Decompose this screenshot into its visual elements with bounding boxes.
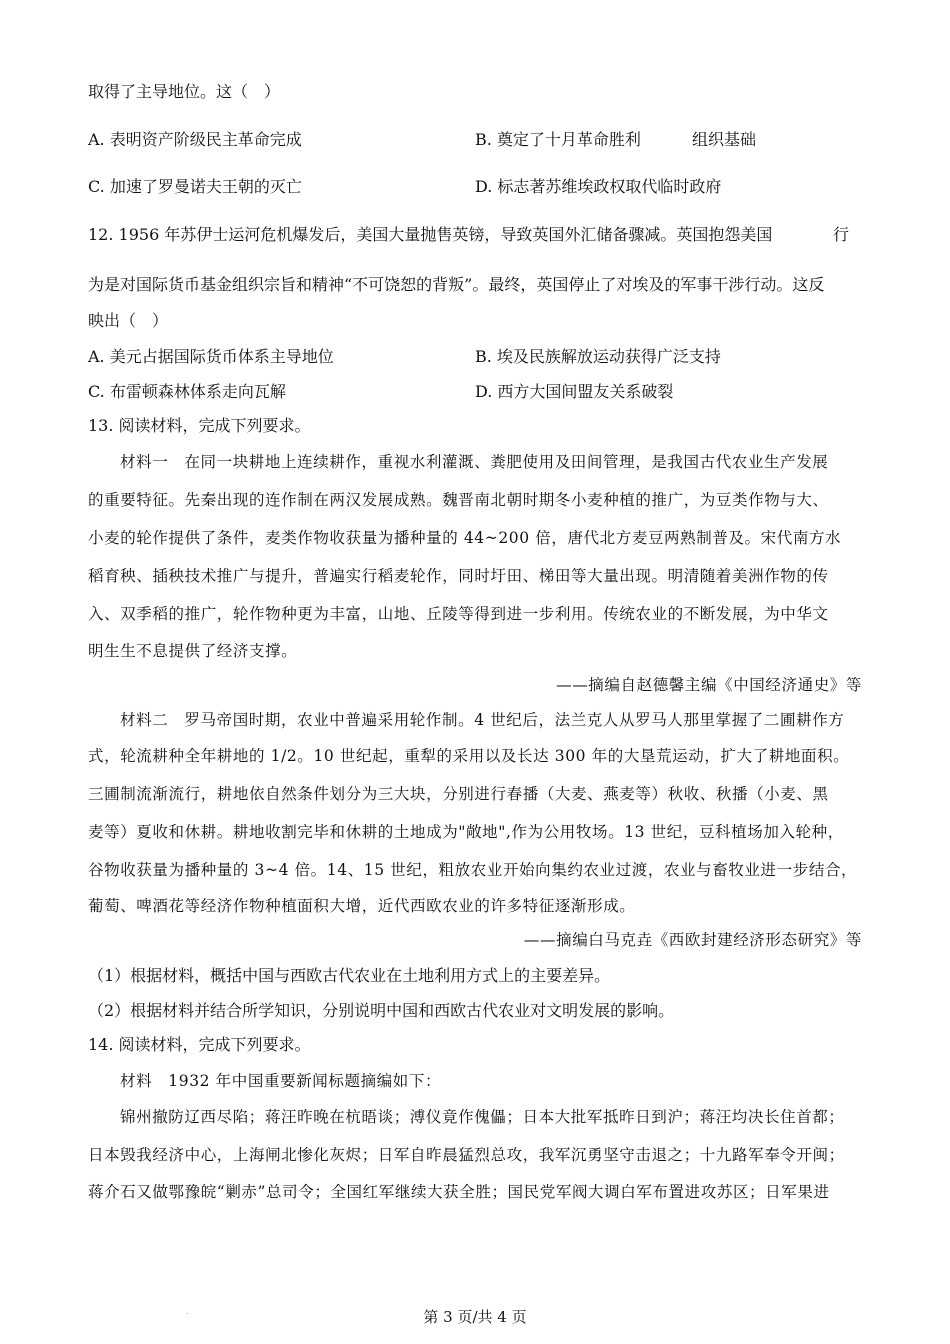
q14-heading: 14. 阅读材料，完成下列要求。 <box>88 1035 311 1054</box>
q13-material2-line6: 葡萄、啤酒花等经济作物种植面积大增，近代西欧农业的许多特征逐渐形成。 <box>88 897 636 915</box>
q11-option-b: B. 奠定了十月革命胜利 <box>475 130 641 149</box>
q13-material1-source: ——摘编自赵德馨主编《中国经济通史》等 <box>556 676 862 694</box>
q13-material2-source: ——摘编白马克垚《西欧封建经济形态研究》等 <box>523 931 862 949</box>
q13-material2-line2: 式，轮流耕种全年耕地的 1/2。10 世纪起，重犁的采用以及长达 300 年的大垦荒运动，扩大了耕地面积。 <box>88 747 850 765</box>
q14-headlines-line2: 日本毁我经济中心，上海闸北惨化灰烬；日军自昨晨猛烈总攻，我军沉勇坚守击退之；十九路军奉令开闽； <box>88 1146 845 1164</box>
q11-option-b-tail: 组织基础 <box>692 130 757 149</box>
q12-stem-line1: 12. 1956 年苏伊士运河危机爆发后，美国大量抛售英镑，导致英国外汇储备骤减。英国抱怨美国 <box>88 225 773 244</box>
q11-option-a: A. 表明资产阶级民主革命完成 <box>88 130 302 149</box>
page-number: 第 3 页/共 4 页 <box>423 1308 527 1326</box>
q13-material2-line5: 谷物收获量为播种量的 3~4 倍。14、15 世纪，粗放农业开始向集约农业过渡，农业与畜牧业进一步结合， <box>88 861 858 879</box>
q13-material2-line3: 三圃制流渐流行，耕地依自然条件划分为三大块，分别进行春播（大麦、燕麦等）秋收、秋播（小麦、黑 <box>88 785 829 803</box>
q13-material1-line6: 明生生不息提供了经济支撑。 <box>88 642 298 660</box>
q12-option-b: B. 埃及民族解放运动获得广泛支持 <box>475 347 721 366</box>
q12-stem-line1-tail: 行 <box>833 225 850 244</box>
q12-stem-line3: 映出（ ） <box>88 311 169 330</box>
q14-headlines-line1: 锦州撤防辽西尽陷；蒋汪昨晚在杭晤谈；溥仪竟作傀儡；日本大批军抵昨日到沪；蒋汪均决长住首都； <box>120 1108 845 1126</box>
q12-stem-line2: 为是对国际货币基金组织宗旨和精神“不可饶恕的背叛”。最终，英国停止了对埃及的军事干涉行动。这反 <box>88 275 825 294</box>
q13-material1-line4: 稻育秧、插秧技术推广与提升，普遍实行稻麦轮作，同时圩田、梯田等大量出现。明清随着美洲作物的传 <box>88 567 829 585</box>
q13-subquestion-2: （2）根据材料并结合所学知识，分别说明中国和西欧古代农业对文明发展的影响。 <box>88 1001 675 1020</box>
footer-dot: . <box>186 1307 189 1316</box>
q11-option-c: C. 加速了罗曼诺夫王朝的灭亡 <box>88 177 302 196</box>
q12-option-c: C. 布雷顿森林体系走向瓦解 <box>88 382 286 401</box>
q13-material1-line1: 材料一 在同一块耕地上连续耕作，重视水利灌溉、粪肥使用及田间管理，是我国古代农业生产发展 <box>120 453 829 471</box>
q13-subquestion-1: （1）根据材料，概括中国与西欧古代农业在土地利用方式上的主要差异。 <box>88 966 611 985</box>
q13-material1-line5: 入、双季稻的推广，轮作物种更为丰富，山地、丘陵等得到进一步利用。传统农业的不断发展，为中华文 <box>88 605 829 623</box>
q13-heading: 13. 阅读材料，完成下列要求。 <box>88 416 311 435</box>
q12-option-d: D. 西方大国间盟友关系破裂 <box>475 382 674 401</box>
q11-option-d: D. 标志著苏维埃政权取代临时政府 <box>475 177 722 196</box>
q11-stem-tail: 取得了主导地位。这（ ） <box>88 82 281 101</box>
q12-option-a: A. 美元占据国际货币体系主导地位 <box>88 347 334 366</box>
q14-material-intro: 材料 1932 年中国重要新闻标题摘编如下： <box>120 1072 442 1090</box>
q13-material2-line1: 材料二 罗马帝国时期，农业中普遍采用轮作制。4 世纪后，法兰克人从罗马人那里掌握了二圃耕作方 <box>120 711 845 729</box>
q13-material1-line2: 的重要特征。先秦出现的连作制在两汉发展成熟。魏晋南北朝时期冬小麦种植的推广，为豆类作物与大、 <box>88 491 829 509</box>
q13-material2-line4: 麦等）夏收和休耕。耕地收割完毕和休耕的土地成为"敞地",作为公用牧场。13 世纪，豆科植场加入轮种， <box>88 823 844 841</box>
q14-headlines-line3: 蒋介石又做鄂豫皖“剿赤”总司令；全国红军继续大获全胜；国民党军阀大调白军布置进攻苏区；日军果进 <box>88 1183 830 1201</box>
q13-material1-line3: 小麦的轮作提供了条件，麦类作物收获量为播种量的 44~200 倍，唐代北方麦豆两熟制普及。宋代南方水 <box>88 529 842 547</box>
